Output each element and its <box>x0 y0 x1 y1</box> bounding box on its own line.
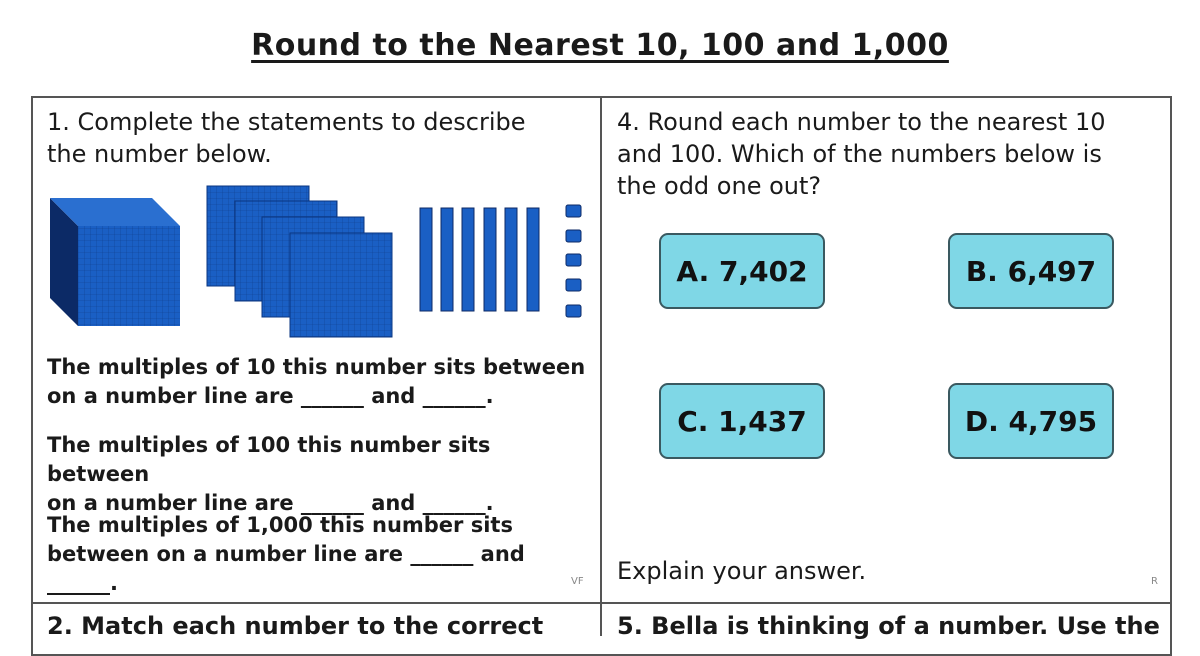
q4-line-3: the odd one out? <box>617 172 822 200</box>
q1-line-1: 1. Complete the statements to describe <box>47 108 526 136</box>
q1-statement-hundreds-line-1: The multiples of 100 this number sits between <box>47 433 491 486</box>
q1-statement-thousands-line-2: between on a number line are ______ and <box>47 542 525 566</box>
q1-statement-tens <box>47 353 587 411</box>
q1-statement-thousands <box>47 511 587 598</box>
hundred-flats <box>207 186 392 337</box>
q4-line-1: 4. Round each number to the nearest 10 <box>617 108 1106 136</box>
q2-prompt-partial: 2. Match each number to the correct <box>47 612 544 640</box>
q1-statement-hundreds <box>47 431 587 518</box>
page-title: Round to the Nearest 10, 100 and 1,000 <box>251 28 949 63</box>
q1-statement-thousands-line-3: ______. <box>47 571 118 595</box>
q1-statement-tens-line-1: The multiples of 10 this number sits between <box>47 355 586 379</box>
one-cubes <box>566 205 581 317</box>
q4-code: R <box>1151 576 1158 587</box>
q4-explain: Explain your answer. <box>617 557 867 585</box>
q1-line-2: the number below. <box>47 140 272 168</box>
q1-code: VF <box>571 576 584 587</box>
q1-statement-thousands-line-1: The multiples of 1,000 this number sits <box>47 513 513 537</box>
option-a[interactable]: A. 7,402 <box>659 233 825 309</box>
option-c[interactable]: C. 1,437 <box>659 383 825 459</box>
q1-statement-hundreds-line-2: on a number line are ______ and ______. <box>47 491 494 515</box>
thousand-cube <box>50 198 180 326</box>
q5-prompt-partial: 5. Bella is thinking of a number. Use the <box>617 612 1160 640</box>
q4-prompt <box>617 106 1106 202</box>
q1-statement-tens-line-2: on a number line are ______ and ______. <box>47 384 494 408</box>
ten-rods <box>420 208 539 311</box>
option-d[interactable]: D. 4,795 <box>948 383 1114 459</box>
option-b[interactable]: B. 6,497 <box>948 233 1114 309</box>
q4-line-2: and 100. Which of the numbers below is <box>617 140 1102 168</box>
